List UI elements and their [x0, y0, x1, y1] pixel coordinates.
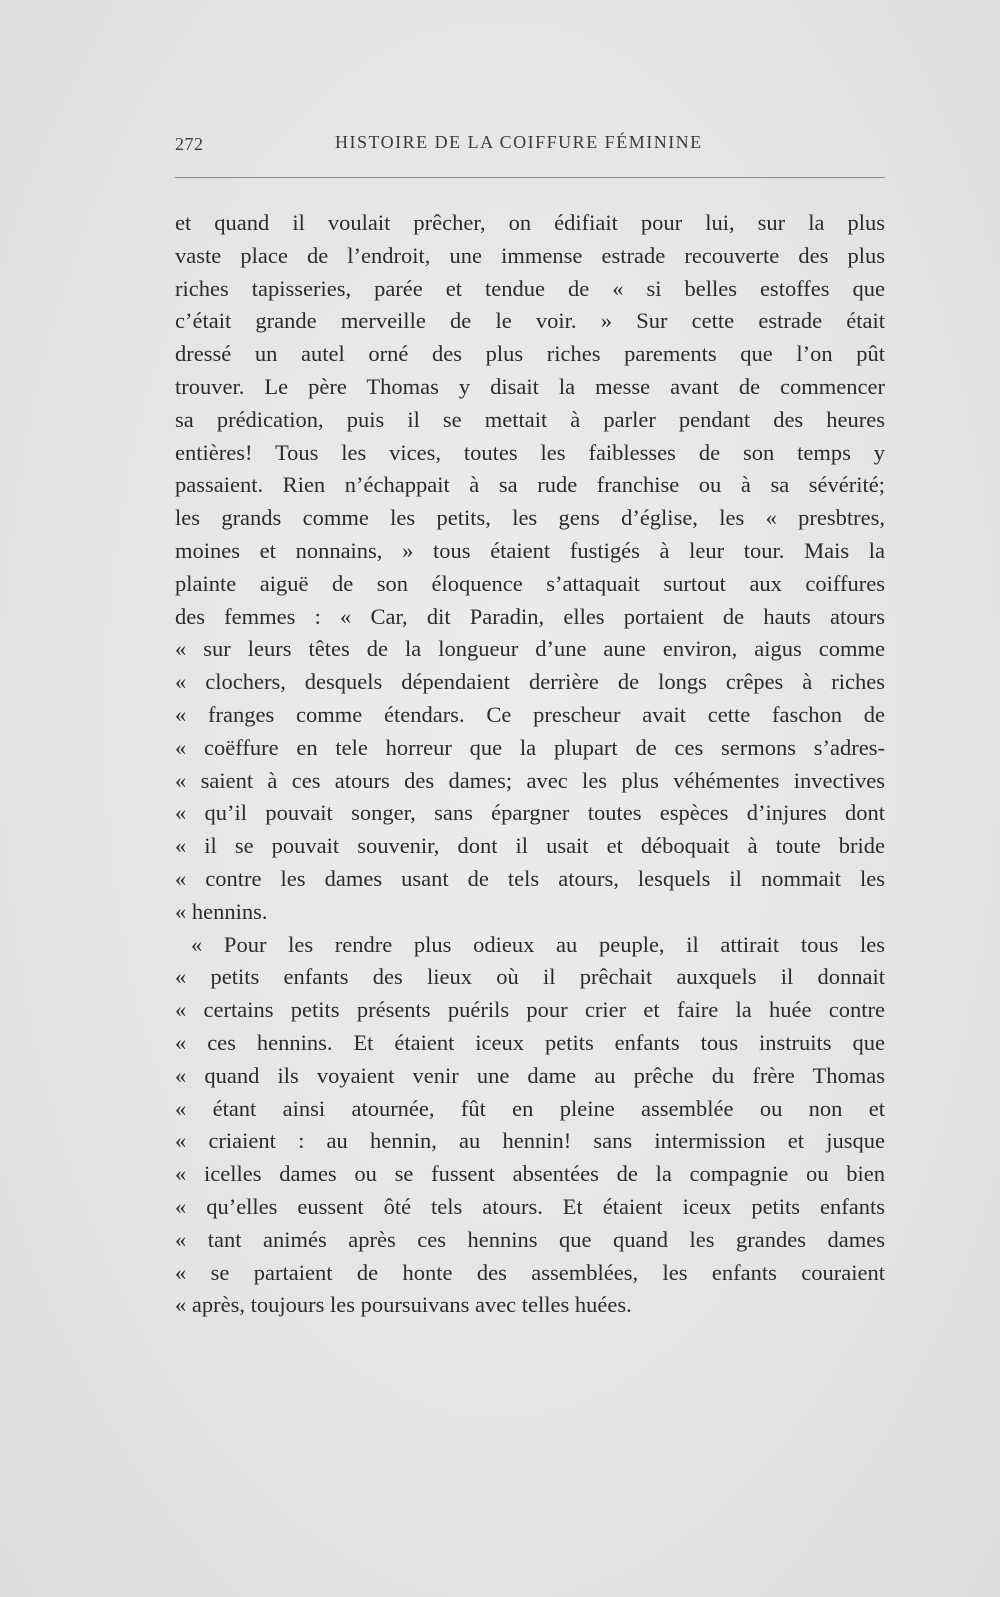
text-line: sa prédication, puis il se mettait à parler pendant des heures — [175, 406, 885, 432]
text-line: trouver. Le père Thomas y disait la messe avant de commencer — [175, 373, 885, 399]
text-line: « après, toujours les poursuivans avec telles huées. — [175, 1292, 632, 1318]
text-line: « hennins. — [175, 898, 268, 924]
text-line: « certains petits présents puérils pour crier et faire la huée contre — [175, 997, 885, 1023]
text-line: moines et nonnains, » tous étaient fustigés à leur tour. Mais la — [175, 537, 885, 563]
text-line: « qu’elles eussent ôté tels atours. Et étaient iceux petits enfants — [175, 1193, 885, 1219]
text-line: « se partaient de honte des assemblées, les enfants couraient — [175, 1259, 885, 1285]
text-line: « icelles dames ou se fussent absentées de la compagnie ou bien — [175, 1161, 885, 1187]
page-number: 272 — [175, 134, 204, 154]
text-line: « petits enfants des lieux où il prêchait auxquels il donnait — [175, 964, 885, 990]
text-line: plainte aiguë de son éloquence s’attaquait surtout aux coiffures — [175, 570, 885, 596]
text-line: « contre les dames usant de tels atours, lesquels il nommait les — [175, 865, 885, 891]
text-line: « tant animés après ces hennins que quand les grandes dames — [175, 1226, 885, 1252]
text-line: « sur leurs têtes de la longueur d’une aune environ, aigus comme — [175, 636, 885, 662]
text-line: « ces hennins. Et étaient iceux petits enfants tous instruits que — [175, 1029, 885, 1055]
text-line: « clochers, desquels dépendaient derrière de longs crêpes à riches — [175, 669, 885, 695]
text-line: « Pour les rendre plus odieux au peuple, il attirait tous les — [191, 931, 885, 957]
body-text — [175, 207, 885, 1322]
text-line: dressé un autel orné des plus riches parements que l’on pût — [175, 341, 885, 367]
text-line: c’était grande merveille de le voir. » Sur cette estrade était — [175, 308, 885, 334]
running-title: HISTOIRE DE LA COIFFURE FÉMININE — [335, 132, 703, 152]
text-line: des femmes : « Car, dit Paradin, elles portaient de hauts atours — [175, 603, 885, 629]
text-line: les grands comme les petits, les gens d’église, les « presbtres, — [175, 505, 885, 531]
text-line: vaste place de l’endroit, une immense estrade recouverte des plus — [175, 242, 885, 268]
text-line: « étant ainsi atournée, fût en pleine assemblée ou non et — [175, 1095, 885, 1121]
text-line: riches tapisseries, parée et tendue de « si belles estoffes que — [175, 275, 885, 301]
text-line: et quand il voulait prêcher, on édifiait pour lui, sur la plus — [175, 210, 885, 235]
text-line: « qu’il pouvait songer, sans épargner toutes espèces d’injures dont — [175, 800, 885, 826]
text-line: entières! Tous les vices, toutes les faiblesses de son temps y — [175, 439, 885, 465]
header-rule — [175, 177, 885, 178]
text-line: « criaient : au hennin, au hennin! sans intermission et jusque — [175, 1128, 885, 1154]
page-header — [175, 132, 885, 162]
text-line: « quand ils voyaient venir une dame au prêche du frère Thomas — [175, 1062, 885, 1088]
text-line: « coëffure en tele horreur que la plupart de ces sermons s’adres- — [175, 734, 885, 760]
text-line: « saient à ces atours des dames; avec les plus véhémentes invectives — [175, 767, 885, 793]
text-line: passaient. Rien n’échappait à sa rude franchise ou à sa sévérité; — [175, 472, 885, 498]
text-line: « il se pouvait souvenir, dont il usait et déboquait à toute bride — [175, 833, 885, 859]
text-line: « franges comme étendars. Ce prescheur avait cette faschon de — [175, 701, 885, 727]
